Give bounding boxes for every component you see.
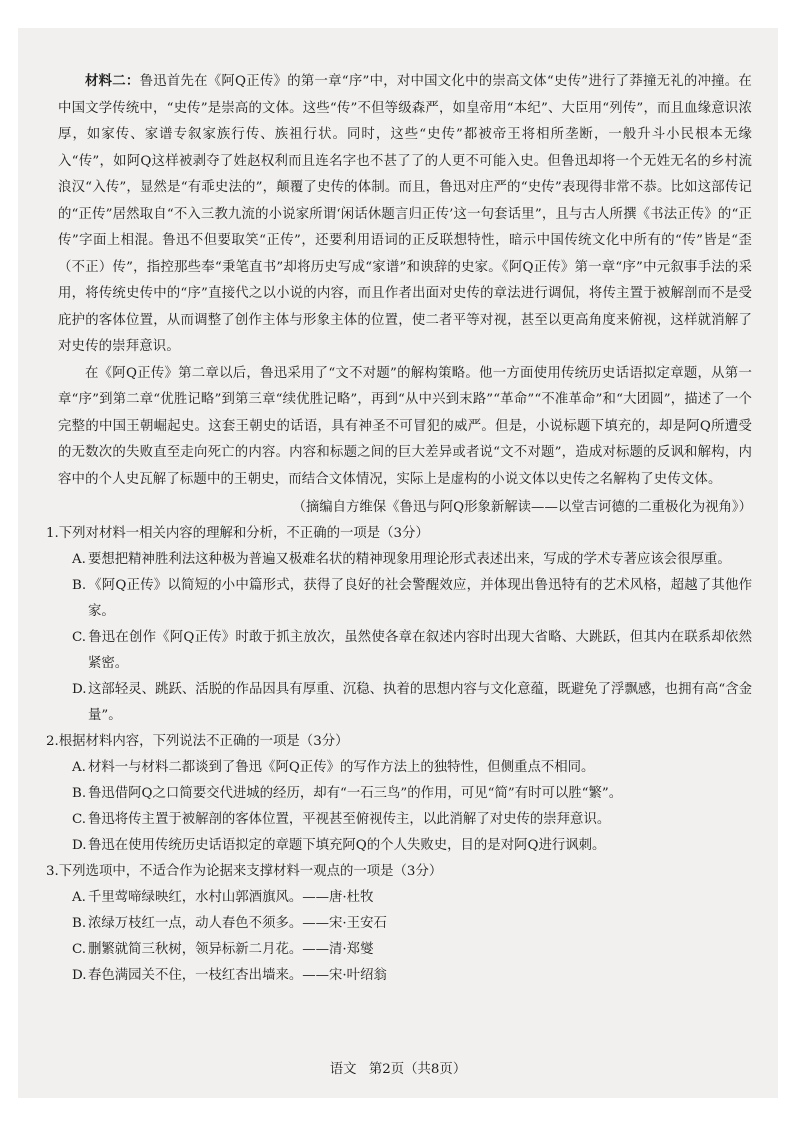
option-c <box>58 625 752 677</box>
option-d <box>58 677 752 729</box>
footer-page-number: 第2页（共8页） <box>368 1062 467 1077</box>
option-letter: D. <box>72 968 87 983</box>
option-text: 材料一与材料二都谈到了鲁迅《阿Q正传》的写作方法上的独特性，但侧重点不相同。 <box>88 760 595 775</box>
source-citation: （摘编自方维保《鲁迅与阿Q形象新解读——以堂吉诃德的二重极化为视角》） <box>292 500 752 515</box>
option-b <box>58 781 752 807</box>
option-d <box>58 833 752 859</box>
option-letter: B. <box>72 786 87 801</box>
question-stem: 1.下列对材料一相关内容的理解和分析，不正确的一项是（3分） <box>46 526 429 541</box>
question-1 <box>46 521 752 729</box>
material2-paragraph-1-text: 鲁迅首先在《阿Q正传》的第一章“序”中，对中国文化中的崇高文体“史传”进行了莽撞无礼的冲撞。在中国文学传统中，“史传”是崇高的文体。这些“传”不但等级森严，如皇帝用“本纪”、大臣用“列传”，而且血缘意识浓厚，如家传、家谱专叙家族行传、族祖行状。同时，这些“史传”都被帝王将相所垄断，一般升斗小民根本无缘入“传”，如阿Q这样被剥夺了姓赵权利而且连名字也不甚了了的人更不可能入史。但鲁迅却将一个无姓无名的乡村流浪汉“入传”，显然是“有乖史法的”，颠覆了史传的体制。而且，鲁迅对庄严的“史传”表现得非常不恭。比如这部传记的“正传”居然取自“不入三教九流的小说家所谓‘闲话休题言归正传’这一句套话里”，且与古人所撰《书法正传》的“正传”字面上相混。鲁迅不但要取笑“正传”，还要利用语词的正反联想特性，暗示中国传统文化中所有的“传”皆是“歪（不正）传”，指控那些奉“秉笔直书”却将历史写成“家谱”和谀辞的史家。《阿Q正传》第一章“序”中元叙事手法的采用，将传统史传中的“序”直接代之以小说的内容，而且作者出面对史传的章法进行调侃，将传主置于被解剖而不是受庇护的客体位置，从而调整了创作主体与形象主体的位置，使二者平等对视，甚至以更高角度来俯视，这样就消解了对史传的崇拜意识。 <box>58 74 752 354</box>
page-content <box>46 68 752 989</box>
option-text: 删繁就简三秋树，领异标新二月花。——清·郑燮 <box>88 942 374 957</box>
footer-subject: 语文 <box>329 1062 357 1077</box>
option-text: 鲁迅在使用传统历史话语拟定的章题下填充阿Q的个人失败史，目的是对阿Q进行讽刺。 <box>88 838 606 853</box>
option-a <box>58 885 752 911</box>
option-text: 鲁迅将传主置于被解剖的客体位置，平视甚至俯视传主，以此消解了对史传的崇拜意识。 <box>88 812 611 827</box>
question-stem: 3.下列选项中，不适合作为论据来支撑材料一观点的一项是（3分） <box>46 864 443 879</box>
option-text: 要想把精神胜利法这种极为普遍又极难名状的精神现象用理论形式表述出来，写成的学术专著应该会很厚重。 <box>88 552 731 567</box>
option-letter: B. <box>72 916 87 931</box>
question-2 <box>46 729 752 859</box>
exam-page <box>18 28 778 1098</box>
option-text: 这部轻灵、跳跃、活脱的作品因具有厚重、沉稳、执着的思想内容与文化意蕴，既避免了浮飘感，也拥有高“含金量”。 <box>88 682 752 723</box>
option-text: 春色满园关不住，一枝红杏出墙来。——宋·叶绍翁 <box>88 968 387 983</box>
option-letter: C. <box>72 630 87 645</box>
question-3 <box>46 859 752 989</box>
material2-paragraph-1 <box>58 68 752 361</box>
option-letter: B. <box>72 578 87 593</box>
option-d <box>58 963 752 989</box>
option-text: 鲁迅借阿Q之口简要交代进城的经历，却有“一石三鸟”的作用，可见“简”有时可以胜“繁”。 <box>88 786 623 801</box>
option-b <box>58 911 752 937</box>
option-a <box>58 755 752 781</box>
question-stem: 2.根据材料内容，下列说法不正确的一项是（3分） <box>46 734 349 749</box>
option-letter: A. <box>72 552 86 567</box>
option-text: 《阿Q正传》以简短的小中篇形式，获得了良好的社会警醒效应，并体现出鲁迅特有的艺术风格，超越了其他作家。 <box>88 578 752 619</box>
option-letter: C. <box>72 942 87 957</box>
option-c <box>58 937 752 963</box>
option-text: 鲁迅在创作《阿Q正传》时敢于抓主放次，虽然使各章在叙述内容时出现大省略、大跳跃，但其内在联系却依然紧密。 <box>88 630 752 671</box>
page-footer <box>18 1058 778 1077</box>
option-text: 千里莺啼绿映红，水村山郭酒旗风。——唐·杜牧 <box>88 890 374 905</box>
option-text: 浓绿万枝红一点，动人春色不须多。——宋·王安石 <box>88 916 387 931</box>
option-letter: A. <box>72 890 86 905</box>
material2-paragraph-2: 在《阿Q正传》第二章以后，鲁迅采用了“文不对题”的解构策略。他一方面使用传统历史话语拟定章题，从第一章“序”到第二章“优胜记略”到第三章“续优胜记略”，再到“从中兴到末路”“革命”“不准革命”和“大团圆”，描述了一个完整的中国王朝崛起史。这套王朝史的话语，具有神圣不可冒犯的威严。但是，小说标题下填充的，却是阿Q所遭受的无数次的失败直至走向死亡的内容。内容和标题之间的巨大差异或者说“文不对题”，造成对标题的反讽和解构，内容中的个人史瓦解了标题中的王朝史，而结合文体情况，实际上是虚构的小说文体以史传之名解构了史传文体。 <box>58 365 752 487</box>
option-c <box>58 807 752 833</box>
material2-label: 材料二： <box>85 73 140 89</box>
option-letter: D. <box>72 682 87 697</box>
option-letter: A. <box>72 760 86 775</box>
option-b <box>58 573 752 625</box>
option-letter: D. <box>72 838 87 853</box>
option-letter: C. <box>72 812 87 827</box>
option-a <box>58 547 752 573</box>
